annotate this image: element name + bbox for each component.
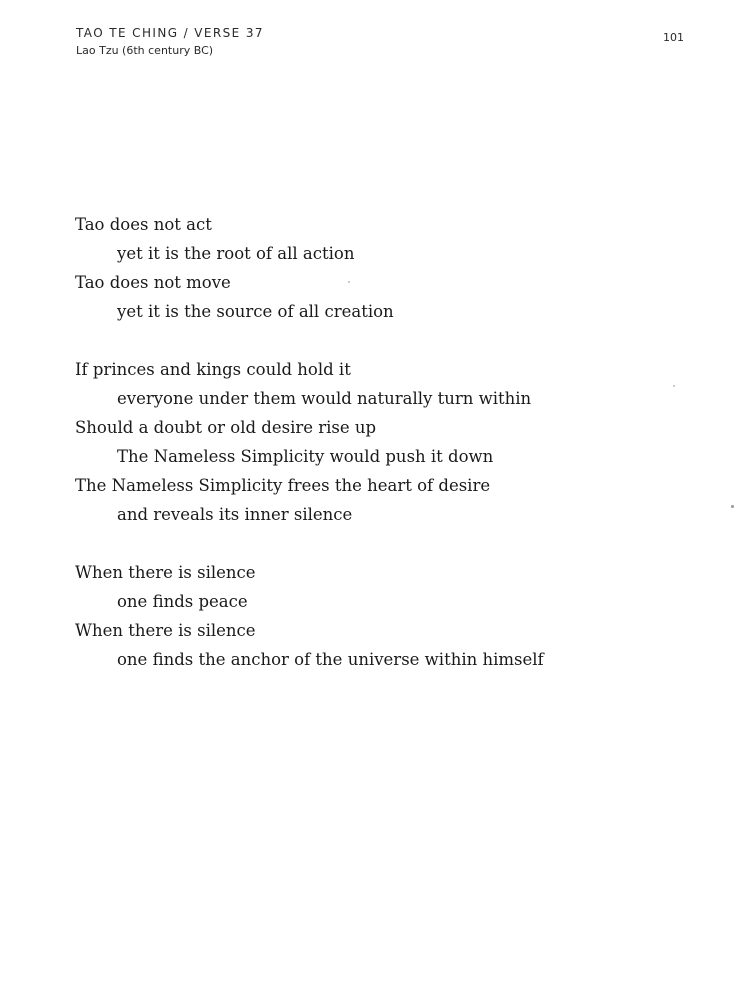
stanza-3 xyxy=(75,558,695,674)
stanza-2 xyxy=(75,355,695,529)
poem-line: The Nameless Simplicity frees the heart of desire xyxy=(75,476,491,495)
scan-speck xyxy=(673,385,675,387)
poem-line-indented: everyone under them would naturally turn within xyxy=(117,389,532,408)
page-header xyxy=(76,26,264,58)
poem-line-indented: yet it is the root of all action xyxy=(117,244,355,263)
poem-line: Tao does not act xyxy=(75,215,212,234)
poem-line-indented: and reveals its inner silence xyxy=(117,505,353,524)
poem-line: If princes and kings could hold it xyxy=(75,360,351,379)
poem-line-indented: one finds peace xyxy=(117,592,248,611)
poem-line: Should a doubt or old desire rise up xyxy=(75,418,377,437)
poem-line-indented: The Nameless Simplicity would push it down xyxy=(117,447,494,466)
scan-speck xyxy=(348,281,350,283)
poem-body xyxy=(75,210,695,674)
running-title: TAO TE CHING / VERSE 37 xyxy=(76,26,264,40)
poem-line-indented: yet it is the source of all creation xyxy=(117,302,394,321)
poem-line: When there is silence xyxy=(75,621,256,640)
page-number: 101 xyxy=(663,31,684,44)
poem-line-indented: one finds the anchor of the universe within himself xyxy=(117,650,544,669)
poem-line: When there is silence xyxy=(75,563,256,582)
stanza-1 xyxy=(75,210,695,326)
poem-line: Tao does not move xyxy=(75,273,231,292)
scan-speck xyxy=(731,505,734,508)
author-line: Lao Tzu (6th century BC) xyxy=(76,44,214,57)
